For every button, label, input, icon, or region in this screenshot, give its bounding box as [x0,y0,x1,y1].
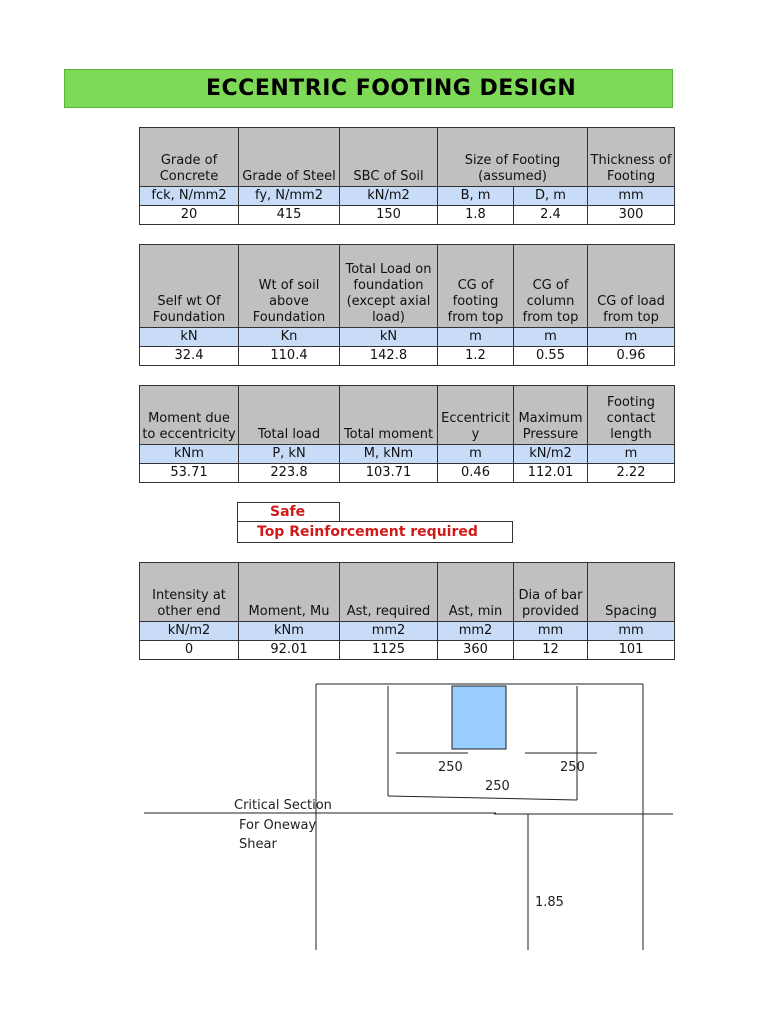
unit-cell: kNm [239,622,340,641]
header-dia-bar: Dia of bar provided [514,563,588,622]
header-sbc-soil: SBC of Soil [340,128,438,187]
reinforcement-text: Top Reinforcement required [257,524,478,540]
unit-cell: kN/m2 [514,445,588,464]
value-cell: 12 [514,641,588,660]
value-cell: 223.8 [239,464,340,483]
unit-cell: kN/m2 [140,622,239,641]
critical-section-label-2: For Oneway [239,818,317,833]
critical-section-label-1: Critical Section [234,798,332,813]
header-thickness: Thickness of Footing [588,128,675,187]
value-cell: 20 [140,206,239,225]
value-cell: 0.46 [438,464,514,483]
value-cell: 1125 [340,641,438,660]
unit-cell: mm [588,622,675,641]
critical-section-label-3: Shear [239,837,277,852]
unit-cell: m [438,445,514,464]
header-moment-eccentricity: Moment due to eccentricity [140,386,239,445]
unit-cell: kN [140,328,239,347]
unit-cell: D, m [514,187,588,206]
header-grade-steel: Grade of Steel [239,128,340,187]
value-cell: 110.4 [239,347,340,366]
value-cell: 101 [588,641,675,660]
value-cell: 2.4 [514,206,588,225]
header-moment-mu: Moment, Mu [239,563,340,622]
header-cg-footing: CG of footing from top [438,245,514,328]
value-cell: 1.2 [438,347,514,366]
header-size-footing: Size of Footing (assumed) [438,128,588,187]
unit-cell: fy, N/mm2 [239,187,340,206]
unit-cell: mm2 [438,622,514,641]
header-ast-required: Ast, required [340,563,438,622]
dim-label-center: 250 [485,779,510,794]
value-cell: 0.96 [588,347,675,366]
header-cg-load: CG of load from top [588,245,675,328]
header-spacing: Spacing [588,563,675,622]
column-rect [452,686,506,749]
unit-cell: Kn [239,328,340,347]
header-cg-column: CG of column from top [514,245,588,328]
unit-cell: m [514,328,588,347]
value-cell: 142.8 [340,347,438,366]
unit-cell: P, kN [239,445,340,464]
dim-label-left: 250 [438,760,463,775]
value-cell: 2.22 [588,464,675,483]
value-cell: 103.71 [340,464,438,483]
value-cell: 92.01 [239,641,340,660]
value-cell: 53.71 [140,464,239,483]
header-contact-length: Footing contact length [588,386,675,445]
unit-cell: m [588,445,675,464]
value-cell: 0 [140,641,239,660]
dim-label-vertical: 1.85 [535,895,564,910]
header-ast-min: Ast, min [438,563,514,622]
unit-cell: m [438,328,514,347]
header-eccentricity: Eccentricity [438,386,514,445]
punching-bottom-edge [388,796,577,800]
value-cell: 300 [588,206,675,225]
value-cell: 360 [438,641,514,660]
header-total-load: Total Load on foundation (except axial load) [340,245,438,328]
value-cell: 150 [340,206,438,225]
dim-label-right: 250 [560,760,585,775]
value-cell: 1.8 [438,206,514,225]
header-self-wt: Self wt Of Foundation [140,245,239,328]
value-cell: 415 [239,206,340,225]
unit-cell: B, m [438,187,514,206]
unit-cell: mm [588,187,675,206]
unit-cell: kNm [140,445,239,464]
unit-cell: kN [340,328,438,347]
header-wt-soil: Wt of soil above Foundation [239,245,340,328]
header-intensity: Intensity at other end [140,563,239,622]
value-cell: 112.01 [514,464,588,483]
unit-cell: m [588,328,675,347]
unit-cell: M, kNm [340,445,438,464]
unit-cell: mm [514,622,588,641]
value-cell: 32.4 [140,347,239,366]
page-title: ECCENTRIC FOOTING DESIGN [206,76,577,101]
header-total-moment: Total moment [340,386,438,445]
unit-cell: mm2 [340,622,438,641]
unit-cell: fck, N/mm2 [140,187,239,206]
unit-cell: kN/m2 [340,187,438,206]
header-max-pressure: Maximum Pressure [514,386,588,445]
header-grade-concrete: Grade of Concrete [140,128,239,187]
value-cell: 0.55 [514,347,588,366]
header-total-load: Total load [239,386,340,445]
safe-text: Safe [270,504,306,520]
